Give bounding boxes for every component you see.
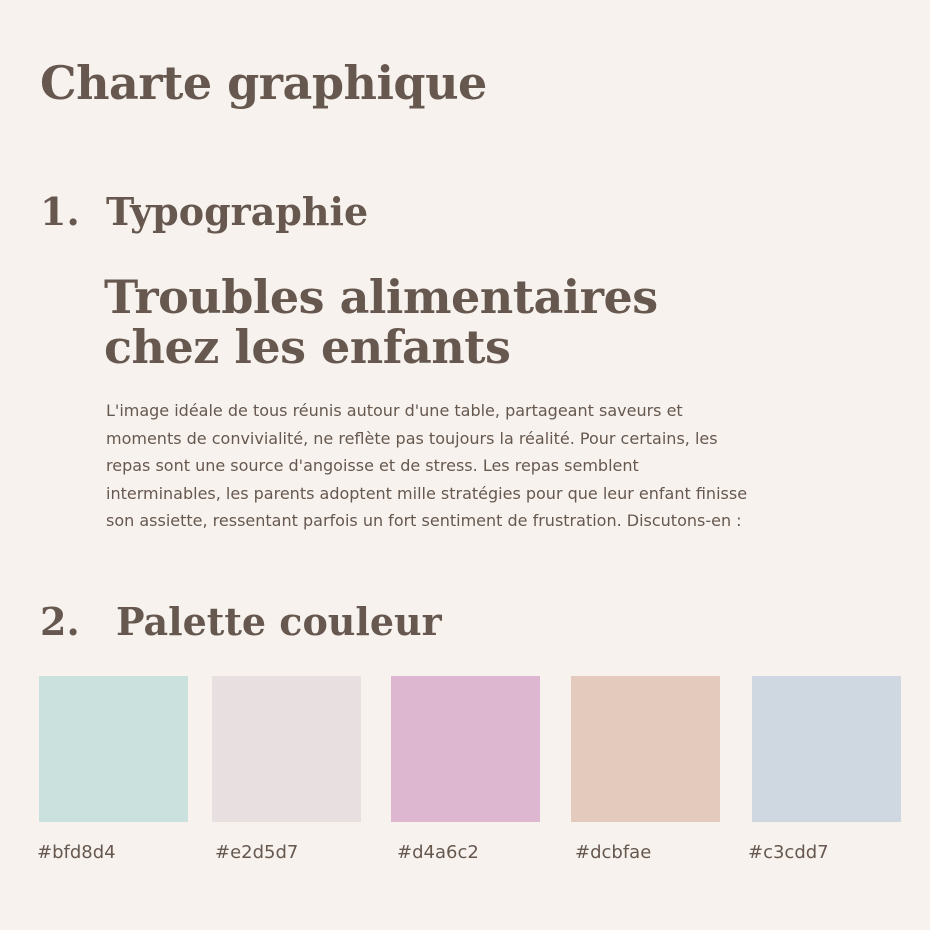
- color-swatch: [212, 676, 361, 822]
- color-swatch: [752, 676, 901, 822]
- sample-title-line: Troubles alimentaires: [104, 270, 658, 324]
- color-hex-label: #c3cdd7: [748, 842, 829, 863]
- sample-body-line: interminables, les parents adoptent mille stratégies pour que leur enfant finisse: [106, 483, 748, 503]
- color-hex-label: #dcbfae: [575, 842, 652, 863]
- section-number: 1.: [40, 189, 80, 234]
- section-heading-typography: [40, 188, 368, 236]
- section-heading-palette: [40, 598, 442, 646]
- sample-body-line: son assiette, ressentant parfois un fort sentiment de frustration. Discutons-en :: [106, 511, 742, 530]
- typography-sample-body: [106, 397, 866, 535]
- color-hex-label: #d4a6c2: [397, 842, 479, 863]
- typography-sample-title: [104, 272, 658, 372]
- page-title: Charte graphique: [40, 56, 487, 110]
- color-hex-label: #e2d5d7: [215, 842, 299, 863]
- sample-body-line: L'image idéale de tous réunis autour d'une table, partageant saveurs et: [106, 401, 683, 420]
- color-swatch: [39, 676, 188, 822]
- color-swatch: [571, 676, 720, 822]
- sample-body-line: repas sont une source d'angoisse et de stress. Les repas semblent: [106, 456, 639, 475]
- section-title: Palette couleur: [116, 599, 442, 644]
- section-title: Typographie: [106, 189, 369, 234]
- sample-body-line: moments de convivialité, ne reflète pas toujours la réalité. Pour certains, les: [106, 428, 718, 448]
- color-swatch: [391, 676, 540, 822]
- sample-title-line: chez les enfants: [104, 320, 511, 374]
- section-number: 2.: [40, 599, 80, 644]
- color-hex-label: #bfd8d4: [37, 842, 116, 863]
